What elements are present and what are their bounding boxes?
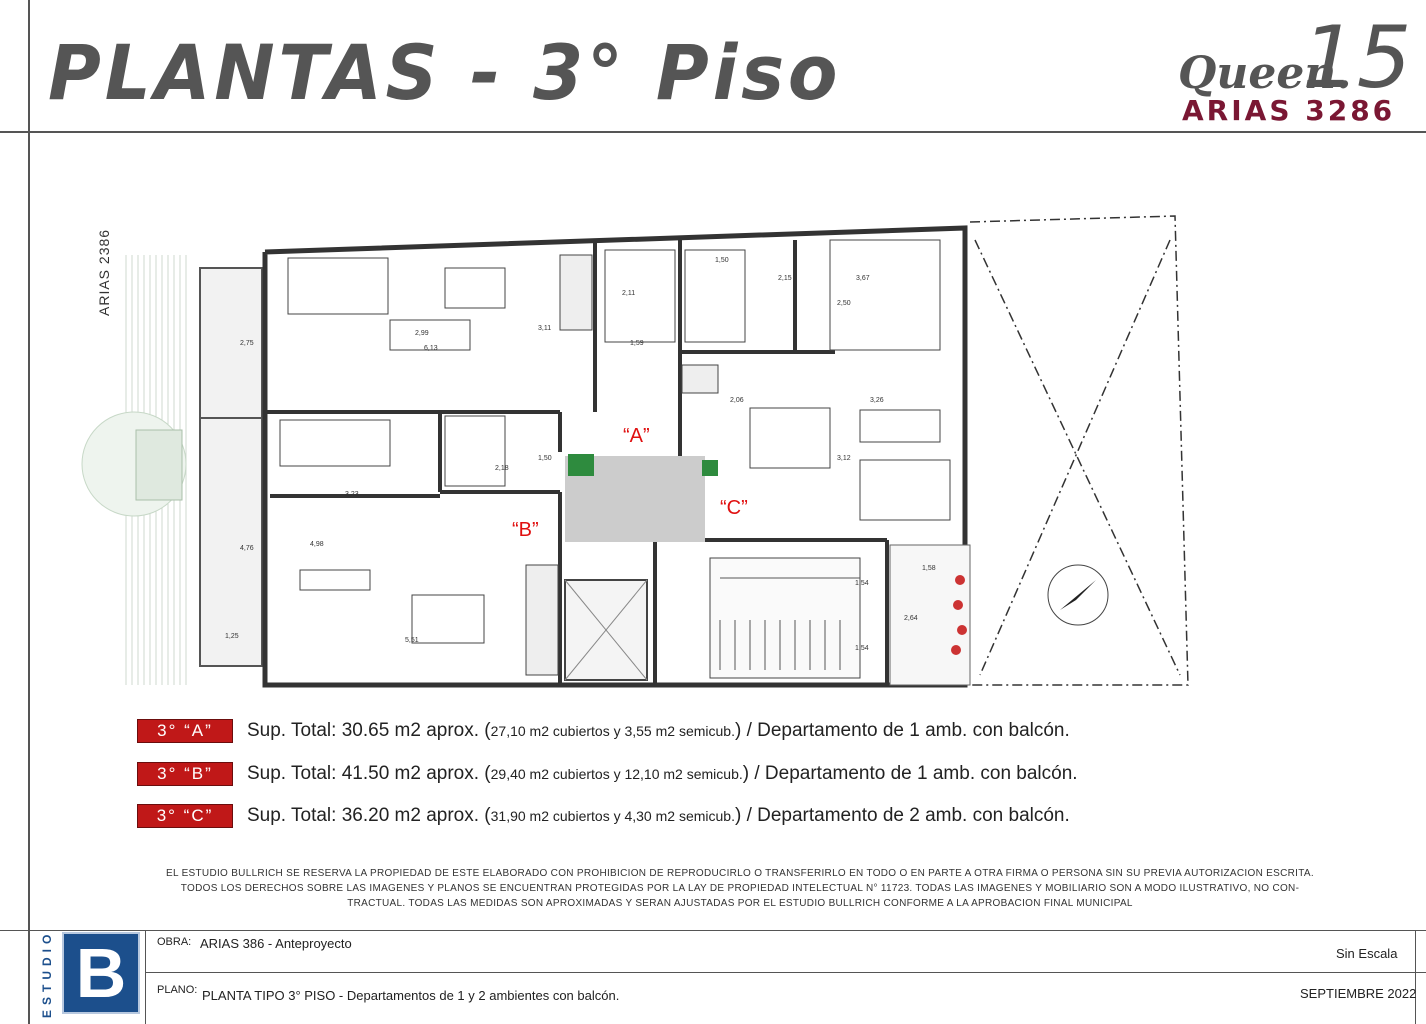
north-arrow-icon bbox=[1048, 565, 1108, 625]
dimension-label: 4,98 bbox=[310, 541, 324, 548]
dimension-label: 1,54 bbox=[855, 580, 869, 587]
dimension-label: 2,18 bbox=[495, 465, 509, 472]
bed-c bbox=[830, 240, 940, 350]
title-block-top-line bbox=[0, 930, 1426, 931]
unit-detail: 29,40 m2 cubiertos y 12,10 m2 semicub. bbox=[490, 766, 743, 782]
unit-detail: 31,90 m2 cubiertos y 4,30 m2 semicub. bbox=[490, 808, 735, 824]
sofa-c bbox=[860, 460, 950, 520]
studio-label: ESTUDIO bbox=[40, 929, 54, 1018]
dimension-label: 1,54 bbox=[855, 645, 869, 652]
obra-value: ARIAS 386 - Anteproyecto bbox=[200, 936, 352, 951]
dimension-label: 1,50 bbox=[715, 257, 729, 264]
legal-line: EL ESTUDIO BULLRICH SE RESERVA LA PROPIEDAD DE ESTE ELABORADO CON PROHIBICION DE REPRODUCIRLO O TRANSFERIRLO EN TODO O EN PARTE A OTRA FIRMA O PERSONA SIN SU PREVIA AUTORIZACION ESCRITA. bbox=[166, 868, 1314, 879]
unit-description: ) / Departamento de 1 amb. con balcón. bbox=[742, 763, 1078, 784]
date-value: SEPTIEMBRE 2022 bbox=[1300, 986, 1417, 1001]
dimension-label: 3,12 bbox=[837, 455, 851, 462]
unit-badge: 3° “B” bbox=[137, 762, 233, 786]
kitchen-counter-b bbox=[526, 565, 558, 675]
brand-logo bbox=[1170, 8, 1410, 128]
frame-top-line bbox=[0, 131, 1426, 133]
table-a bbox=[445, 268, 505, 308]
unit-badge: 3° “A” bbox=[137, 719, 233, 743]
page-title: PLANTAS - 3° Piso bbox=[48, 28, 842, 117]
stair bbox=[710, 558, 860, 678]
unit-detail: 27,10 m2 cubiertos y 3,55 m2 semicub. bbox=[490, 723, 735, 739]
obra-label: OBRA: bbox=[157, 936, 192, 948]
table-c2 bbox=[860, 410, 940, 442]
dimension-label: 2,15 bbox=[778, 275, 792, 282]
kitchen-counter-c bbox=[682, 365, 718, 393]
legal-notice bbox=[100, 866, 1380, 911]
sofa-a bbox=[288, 258, 388, 314]
unit-description: ) / Departamento de 1 amb. con balcón. bbox=[734, 720, 1070, 741]
table-c bbox=[750, 408, 830, 468]
scale-value: Sin Escala bbox=[1336, 946, 1398, 961]
dimension-label: 2,64 bbox=[904, 615, 918, 622]
dimension-label: 4,76 bbox=[240, 545, 254, 552]
unit-row-a bbox=[137, 718, 1070, 744]
open-lot bbox=[970, 216, 1188, 685]
dimension-label: 2,11 bbox=[622, 290, 636, 297]
shaft-a bbox=[568, 454, 594, 476]
tree-icon bbox=[82, 412, 186, 516]
brand-word: Queen. bbox=[1178, 48, 1352, 99]
plano-value: PLANTA TIPO 3° PISO - Departamentos de 1 y 2 ambientes con balcón. bbox=[202, 988, 620, 1003]
unit-total: Sup. Total: 36.20 m2 aprox. ( bbox=[247, 805, 491, 826]
unit-row-c bbox=[137, 803, 1070, 829]
unit-description: ) / Departamento de 2 amb. con balcón. bbox=[734, 805, 1070, 826]
unit-tag-c: “C” bbox=[720, 497, 748, 519]
dimension-label: 2,75 bbox=[240, 340, 254, 347]
dimension-label: 1,59 bbox=[630, 340, 644, 347]
bath-b bbox=[445, 416, 505, 486]
balcony-left bbox=[200, 268, 262, 666]
title-block-divider bbox=[145, 930, 146, 1024]
dimension-label: 6,13 bbox=[424, 345, 438, 352]
dimension-label: 3,11 bbox=[538, 325, 552, 332]
dimension-label: 3,23 bbox=[345, 491, 359, 498]
kitchen-counter-a bbox=[560, 255, 592, 330]
unit-summary bbox=[247, 720, 1070, 742]
brand-number: 15 bbox=[1302, 8, 1412, 108]
frame-left-line bbox=[28, 0, 30, 1024]
legal-line: TRACTUAL. TODAS LAS MEDIDAS SON APROXIMADAS Y SERAN AJUSTADAS POR EL ESTUDIO BULLRICH CONFORME A LA APROBACION FINAL MUNICIPAL bbox=[347, 898, 1133, 909]
table-b2 bbox=[300, 570, 370, 590]
dimension-label: 1,58 bbox=[922, 565, 936, 572]
table-b bbox=[412, 595, 484, 643]
dimension-label: 1,50 bbox=[538, 455, 552, 462]
dimension-label: 3,26 bbox=[870, 397, 884, 404]
title-block-right-line bbox=[1415, 930, 1416, 1024]
dimension-label: 5,51 bbox=[405, 637, 419, 644]
dimension-label: 2,99 bbox=[415, 330, 429, 337]
title-block-mid-line bbox=[145, 972, 1426, 973]
plano-label: PLANO: bbox=[157, 984, 198, 996]
unit-tag-b: “B” bbox=[512, 519, 539, 541]
street-label: ARIAS 2386 bbox=[96, 228, 112, 316]
brand-address: ARIAS 3286 bbox=[1182, 94, 1396, 127]
dimension-label: 1,25 bbox=[225, 633, 239, 640]
floor-plan bbox=[60, 180, 1200, 700]
unit-tag-a: “A” bbox=[623, 425, 650, 447]
unit-total: Sup. Total: 41.50 m2 aprox. ( bbox=[247, 763, 491, 784]
studio-logo: B bbox=[62, 932, 140, 1014]
unit-badge: 3° “C” bbox=[137, 804, 233, 828]
dimension-label: 2,06 bbox=[730, 397, 744, 404]
dimension-label: 3,67 bbox=[856, 275, 870, 282]
shaft-c bbox=[702, 460, 718, 476]
sofa-b bbox=[280, 420, 390, 466]
unit-total: Sup. Total: 30.65 m2 aprox. ( bbox=[247, 720, 491, 741]
bath-a bbox=[605, 250, 675, 342]
unit-row-b bbox=[137, 761, 1078, 787]
legal-line: TODOS LOS DERECHOS SOBRE LAS IMAGENES Y PLANOS SE ENCUENTRAN PROTEGIDAS POR LA LAY DE PROPIEDAD INTELECTUAL N° 11723. TODAS LAS IMAGENES Y MOBILIARIO SON A MODO ILUSTRATIVO, NO CON- bbox=[180, 883, 1300, 894]
unit-summary bbox=[247, 805, 1070, 827]
unit-summary bbox=[247, 763, 1078, 785]
dimension-label: 2,50 bbox=[837, 300, 851, 307]
